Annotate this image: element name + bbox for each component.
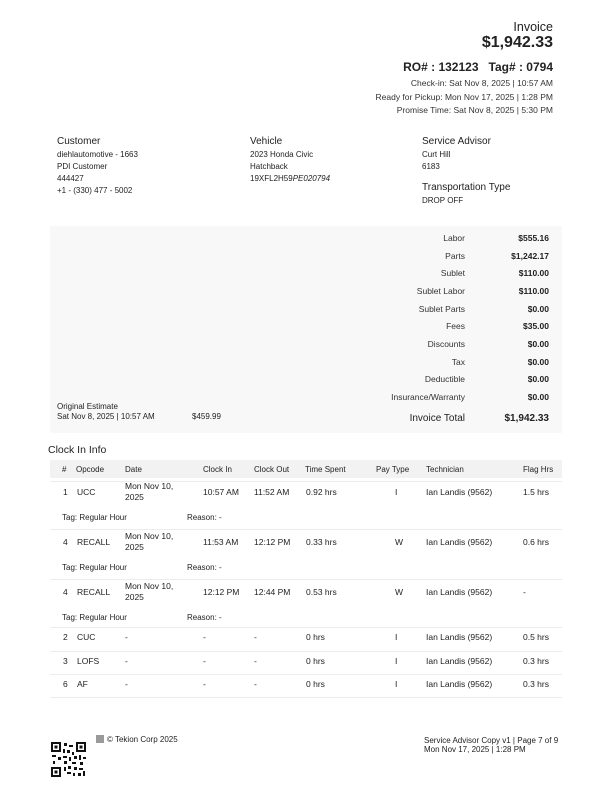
- cell-opcode: RECALL: [77, 537, 111, 547]
- cell-out: -: [254, 679, 257, 689]
- cell-tech: Ian Landis (9562): [426, 487, 493, 497]
- original-estimate-amount: $459.99: [192, 412, 221, 421]
- cell-num: 6: [63, 679, 68, 689]
- row-divider: [50, 579, 562, 580]
- vehicle-block: [250, 136, 330, 185]
- cell-tech: Ian Landis (9562): [426, 679, 493, 689]
- row-divider: [50, 529, 562, 530]
- summary-label: Sublet Labor: [416, 286, 465, 296]
- cell-opcode: RECALL: [77, 587, 111, 597]
- summary-label: Insurance/Warranty: [391, 392, 465, 402]
- row-divider: [50, 674, 562, 675]
- cell-spent: 0 hrs: [306, 656, 325, 666]
- invoice-total: $1,942.33: [481, 34, 553, 51]
- vehicle-model: 2023 Honda Civic: [250, 150, 314, 159]
- qr-code-icon: [50, 741, 87, 778]
- cell-spent: 0.53 hrs: [306, 587, 337, 597]
- tekion-logo-icon: [96, 735, 104, 743]
- advisor-id: 6183: [422, 162, 440, 171]
- col-technician: Technician: [426, 465, 464, 474]
- copyright: © Tekion Corp 2025: [107, 735, 178, 744]
- summary-value: $0.00: [527, 392, 549, 402]
- customer-block: [57, 136, 138, 197]
- col-pay-type: Pay Type: [376, 465, 410, 474]
- cell-opcode: UCC: [77, 487, 96, 497]
- cell-pay: I: [395, 632, 398, 642]
- advisor-title: Service Advisor: [422, 136, 491, 147]
- summary-label: Sublet Parts: [418, 304, 465, 314]
- customer-company: PDI Customer: [57, 162, 108, 171]
- cell-date-line1: Mon Nov 10,: [125, 531, 174, 541]
- cell-opcode: CUC: [77, 632, 96, 642]
- cell-in: 12:12 PM: [203, 587, 240, 597]
- summary-value: $555.16: [518, 233, 549, 243]
- advisor-name: Curt Hill: [422, 150, 451, 159]
- cell-num: 2: [63, 632, 68, 642]
- cell-flag: 0.5 hrs: [523, 632, 549, 642]
- cell-out: 12:12 PM: [254, 537, 291, 547]
- printed-date: Mon Nov 17, 2025 | 1:28 PM: [424, 745, 526, 754]
- cell-date-line2: 2025: [125, 542, 144, 552]
- row-reason: Reason: -: [187, 563, 222, 572]
- row-reason: Reason: -: [187, 613, 222, 622]
- cell-date: -: [125, 679, 128, 689]
- cell-date-line1: Mon Nov 10,: [125, 581, 174, 591]
- cell-spent: 0.33 hrs: [306, 537, 337, 547]
- col-flag-hrs: Flag Hrs: [523, 465, 554, 474]
- summary-value: $0.00: [527, 304, 549, 314]
- tag-number: Tag# : 0794: [488, 60, 553, 74]
- vin-suffix: PE020794: [292, 174, 331, 183]
- cell-date: -: [125, 632, 128, 642]
- summary-label: Deductible: [424, 374, 465, 384]
- cell-opcode: LOFS: [77, 656, 100, 666]
- ro-tag-line: [403, 60, 553, 74]
- vehicle-title: Vehicle: [250, 136, 283, 147]
- summary-value: $110.00: [518, 268, 549, 278]
- invoice-label: Invoice: [513, 20, 553, 34]
- cell-num: 4: [63, 587, 68, 597]
- cell-flag: 0.3 hrs: [523, 656, 549, 666]
- customer-title: Customer: [57, 136, 101, 147]
- cell-flag: -: [523, 587, 526, 597]
- invoice-total-label: Invoice Total: [409, 413, 465, 424]
- cell-flag: 0.3 hrs: [523, 679, 549, 689]
- cell-out: 12:44 PM: [254, 587, 291, 597]
- summary-label: Discounts: [427, 339, 465, 349]
- vehicle-vin: [250, 173, 330, 185]
- cell-in: -: [203, 679, 206, 689]
- row-divider: [50, 651, 562, 652]
- cell-spent: 0 hrs: [306, 632, 325, 642]
- customer-phone: +1 - (330) 477 - 5002: [57, 186, 133, 195]
- ready-time: Ready for Pickup: Mon Nov 17, 2025 | 1:28 PM: [375, 92, 553, 102]
- cell-tech: Ian Landis (9562): [426, 632, 493, 642]
- col-time-spent: Time Spent: [305, 465, 346, 474]
- summary-value: $0.00: [527, 374, 549, 384]
- cell-num: 3: [63, 656, 68, 666]
- summary-label: Fees: [446, 321, 465, 331]
- cell-spent: 0.92 hrs: [306, 487, 337, 497]
- clock-in-title: Clock In Info: [48, 444, 107, 456]
- row-reason: Reason: -: [187, 513, 222, 522]
- cell-out: 11:52 AM: [254, 487, 290, 497]
- cell-tech: Ian Landis (9562): [426, 537, 493, 547]
- summary-label: Tax: [451, 357, 465, 367]
- summary-label: Parts: [445, 251, 465, 261]
- cell-num: 1: [63, 487, 68, 497]
- checkin-time: Check-in: Sat Nov 8, 2025 | 10:57 AM: [410, 78, 553, 88]
- row-tag: Tag: Regular Hour: [62, 563, 127, 572]
- cell-flag: 0.6 hrs: [523, 537, 549, 547]
- cell-out: -: [254, 656, 257, 666]
- row-tag: Tag: Regular Hour: [62, 613, 127, 622]
- summary-panel: [50, 226, 562, 433]
- summary-value: $35.00: [523, 321, 549, 331]
- copy-info: Service Advisor Copy v1 | Page 7 of 9: [424, 736, 559, 745]
- summary-value: $1,242.17: [511, 251, 549, 261]
- cell-in: -: [203, 656, 206, 666]
- col-clock-in: Clock In: [203, 465, 232, 474]
- ro-number: RO# : 132123: [403, 60, 479, 74]
- summary-value: $0.00: [527, 339, 549, 349]
- customer-id: 444427: [57, 174, 84, 183]
- summary-label: Labor: [443, 233, 465, 243]
- cell-date-line1: Mon Nov 10,: [125, 481, 174, 491]
- cell-tech: Ian Landis (9562): [426, 656, 493, 666]
- cell-flag: 1.5 hrs: [523, 487, 549, 497]
- cell-pay: W: [395, 587, 404, 597]
- original-estimate-title: Original Estimate: [57, 402, 118, 411]
- row-tag: Tag: Regular Hour: [62, 513, 127, 522]
- cell-date: -: [125, 656, 128, 666]
- col-num: #: [62, 465, 67, 474]
- promise-time: Promise Time: Sat Nov 8, 2025 | 5:30 PM: [396, 105, 553, 115]
- cell-in: 11:53 AM: [203, 537, 239, 547]
- cell-tech: Ian Landis (9562): [426, 587, 493, 597]
- col-opcode: Opcode: [76, 465, 105, 474]
- summary-value: $0.00: [527, 357, 549, 367]
- row-divider: [50, 627, 562, 628]
- vehicle-body: Hatchback: [250, 162, 288, 171]
- cell-spent: 0 hrs: [306, 679, 325, 689]
- cell-out: -: [254, 632, 257, 642]
- cell-pay: I: [395, 679, 398, 689]
- cell-in: -: [203, 632, 206, 642]
- vin-prefix: 19XFL2H59: [250, 174, 293, 183]
- row-divider: [50, 697, 562, 698]
- col-clock-out: Clock Out: [254, 465, 290, 474]
- transport-title: Transportation Type: [422, 182, 511, 193]
- customer-name: diehlautomotive - 1663: [57, 150, 138, 159]
- original-estimate-date: Sat Nov 8, 2025 | 10:57 AM: [57, 412, 155, 421]
- cell-pay: W: [395, 537, 404, 547]
- transport-value: DROP OFF: [422, 196, 464, 205]
- col-date: Date: [125, 465, 142, 474]
- cell-in: 10:57 AM: [203, 487, 239, 497]
- cell-date-line2: 2025: [125, 492, 144, 502]
- cell-num: 4: [63, 537, 68, 547]
- summary-label: Sublet: [440, 268, 465, 278]
- invoice-total-value: $1,942.33: [504, 413, 549, 424]
- advisor-block: [422, 136, 510, 207]
- cell-opcode: AF: [77, 679, 88, 689]
- cell-date-line2: 2025: [125, 592, 144, 602]
- cell-pay: I: [395, 656, 398, 666]
- summary-value: $110.00: [518, 286, 549, 296]
- cell-pay: I: [395, 487, 398, 497]
